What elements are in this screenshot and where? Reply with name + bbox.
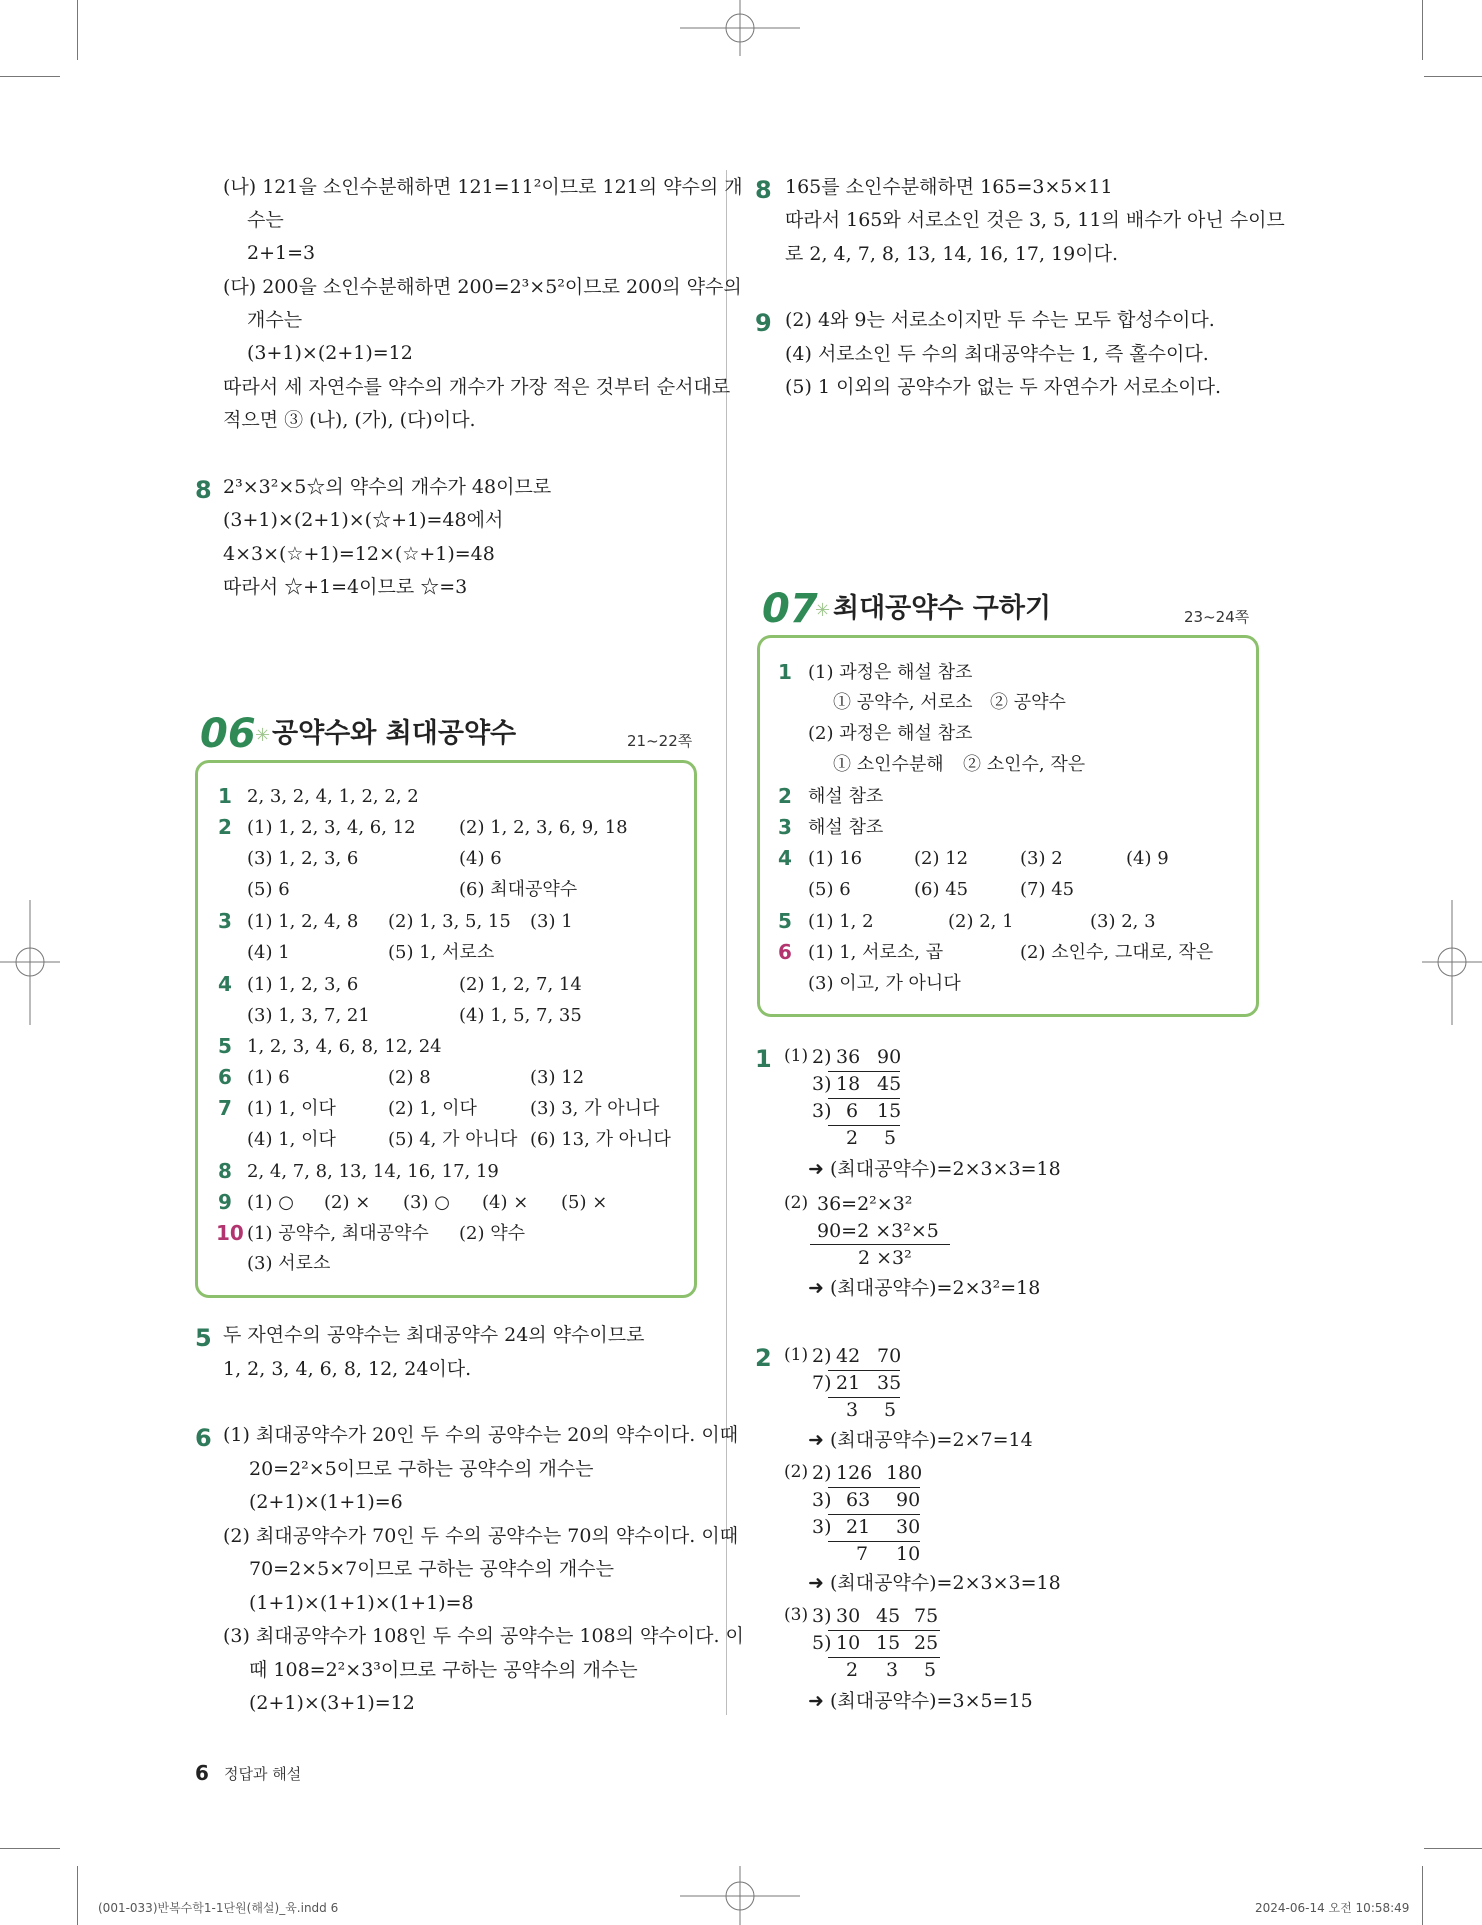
ladder-number: 42 bbox=[836, 1345, 861, 1367]
divisor: 3) bbox=[812, 1605, 832, 1627]
part-label: (3) bbox=[784, 1605, 809, 1625]
answer-cell: (2) 1, 3, 5, 15 bbox=[388, 911, 511, 932]
registration-mark-left bbox=[0, 900, 60, 1025]
result-line: ➜ (최대공약수)=2×7=14 bbox=[808, 1429, 1033, 1451]
crop-mark bbox=[1422, 0, 1423, 60]
result-line: ➜ (최대공약수)=2×3×3=18 bbox=[808, 1572, 1061, 1594]
answer-cell: (5) 4, 가 아니다 bbox=[388, 1129, 518, 1150]
answer-cell: (1) 과정은 해설 참조 bbox=[808, 662, 973, 683]
answer-cell: 해설 참조 bbox=[808, 786, 884, 807]
question-number: 1 bbox=[755, 1045, 772, 1073]
ladder-number: 10 bbox=[836, 1632, 861, 1654]
text-line: 따라서 165와 서로소인 것은 3, 5, 11의 배수가 아닌 수이므 bbox=[785, 209, 1285, 231]
answer-cell: (1) ○ bbox=[247, 1192, 294, 1213]
answer-cell: (2) 1, 2, 3, 6, 9, 18 bbox=[459, 817, 628, 838]
answer-cell: (3) 3, 가 아니다 bbox=[530, 1098, 660, 1119]
text-line: 로 2, 4, 7, 8, 13, 14, 16, 17, 19이다. bbox=[785, 243, 1119, 265]
ladder-number: 15 bbox=[876, 1632, 901, 1654]
answer-cell: (4) 9 bbox=[1126, 848, 1169, 869]
divisor: 2) bbox=[812, 1462, 832, 1484]
answer-number: 9 bbox=[218, 1190, 232, 1214]
answer-cell: ① 공약수, 서로소 bbox=[833, 692, 973, 713]
text-line: 따라서 세 자연수를 약수의 개수가 가장 적은 것부터 순서대로 bbox=[223, 376, 731, 398]
ladder-number: 7 bbox=[856, 1543, 869, 1565]
ladder-number: 45 bbox=[876, 1605, 901, 1627]
ladder-number: 5 bbox=[884, 1399, 897, 1421]
answer-cell: (3) 2, 3 bbox=[1090, 911, 1156, 932]
divisor: 5) bbox=[812, 1632, 832, 1654]
answer-number: 2 bbox=[218, 815, 232, 839]
answer-cell: (1) 1, 서로소, 곱 bbox=[808, 942, 944, 963]
crop-mark bbox=[1422, 1866, 1423, 1925]
ladder-number: 45 bbox=[877, 1073, 902, 1095]
star-icon: ✳ bbox=[255, 725, 271, 746]
text-line: 적으면 ③ (나), (가), (다)이다. bbox=[223, 409, 476, 431]
ladder-number: 2 bbox=[846, 1659, 859, 1681]
answer-cell: (1) 16 bbox=[808, 848, 863, 869]
crop-mark bbox=[1424, 1848, 1482, 1849]
answer-cell: (4) 1, 5, 7, 35 bbox=[459, 1005, 582, 1026]
question-number: 8 bbox=[195, 476, 212, 504]
answer-cell: (4) 1, 이다 bbox=[247, 1129, 336, 1150]
answer-number: 4 bbox=[218, 972, 232, 996]
ladder-number: 5 bbox=[884, 1127, 897, 1149]
crop-mark bbox=[77, 1866, 78, 1925]
answer-cell: (2) 8 bbox=[388, 1067, 431, 1088]
division-bar bbox=[828, 1098, 900, 1099]
factor-line: 2 ×3² bbox=[858, 1247, 912, 1269]
ladder-number: 21 bbox=[836, 1372, 861, 1394]
footer-label: 정답과 해설 bbox=[224, 1765, 302, 1783]
answer-cell: 2, 4, 7, 8, 13, 14, 16, 17, 19 bbox=[247, 1161, 499, 1182]
text-line: (5) 1 이외의 공약수가 없는 두 자연수가 서로소이다. bbox=[785, 376, 1222, 398]
text-line: (3+1)×(2+1)×(☆+1)=48에서 bbox=[223, 509, 504, 531]
answer-cell: (4) 1 bbox=[247, 942, 290, 963]
answer-cell: (3) 1, 2, 3, 6 bbox=[247, 848, 359, 869]
result-line: ➜ (최대공약수)=2×3²=18 bbox=[808, 1277, 1041, 1299]
ladder-number: 126 bbox=[836, 1462, 873, 1484]
answer-cell: (1) 1, 이다 bbox=[247, 1098, 336, 1119]
ladder-number: 10 bbox=[896, 1543, 921, 1565]
part-label: (1) bbox=[784, 1046, 809, 1066]
page-number: 6 bbox=[195, 1761, 209, 1785]
part-label: (2) bbox=[784, 1462, 809, 1482]
factor-line: 36=2²×3² bbox=[817, 1193, 913, 1215]
answer-number: 7 bbox=[218, 1096, 232, 1120]
divisor: 2) bbox=[812, 1345, 832, 1367]
answer-cell: (3) 이고, 가 아니다 bbox=[808, 973, 961, 994]
ladder-number: 15 bbox=[877, 1100, 902, 1122]
ladder-number: 6 bbox=[846, 1100, 859, 1122]
question-number: 8 bbox=[755, 176, 772, 204]
answer-number: 8 bbox=[218, 1159, 232, 1183]
ladder-number: 75 bbox=[914, 1605, 939, 1627]
ladder-number: 18 bbox=[836, 1073, 861, 1095]
answer-number: 4 bbox=[778, 846, 792, 870]
answer-cell: (2) 12 bbox=[914, 848, 969, 869]
answer-number: 1 bbox=[778, 660, 792, 684]
answer-cell: (2) 1, 2, 7, 14 bbox=[459, 974, 582, 995]
answer-number: 3 bbox=[778, 815, 792, 839]
answer-number: 5 bbox=[778, 909, 792, 933]
ladder-number: 36 bbox=[836, 1046, 861, 1068]
text-line: (2) 최대공약수가 70인 두 수의 공약수는 70의 약수이다. 이때 bbox=[223, 1525, 739, 1547]
ladder-number: 63 bbox=[846, 1489, 871, 1511]
answer-cell: (6) 최대공약수 bbox=[459, 879, 578, 900]
answer-cell: (2) 2, 1 bbox=[948, 911, 1014, 932]
division-bar bbox=[828, 1125, 900, 1126]
registration-mark-right bbox=[1422, 900, 1482, 1025]
text-line: (3+1)×(2+1)=12 bbox=[247, 342, 413, 364]
division-bar bbox=[828, 1397, 900, 1398]
text-line: (1+1)×(1+1)×(1+1)=8 bbox=[249, 1592, 474, 1614]
result-line: ➜ (최대공약수)=2×3×3=18 bbox=[808, 1158, 1061, 1180]
text-line: (1) 최대공약수가 20인 두 수의 공약수는 20의 약수이다. 이때 bbox=[223, 1424, 739, 1446]
answer-cell: (1) 6 bbox=[247, 1067, 290, 1088]
answer-number: 6 bbox=[218, 1065, 232, 1089]
answer-cell: (3) 서로소 bbox=[247, 1253, 331, 1274]
division-bar bbox=[828, 1541, 920, 1542]
section-number: 07 bbox=[762, 586, 818, 632]
answer-cell: (3) 2 bbox=[1020, 848, 1063, 869]
answer-cell: (2) 과정은 해설 참조 bbox=[808, 723, 973, 744]
answer-cell: (6) 13, 가 아니다 bbox=[530, 1129, 671, 1150]
division-bar bbox=[828, 1487, 920, 1488]
part-label: (2) bbox=[784, 1193, 809, 1213]
answer-cell: (2) × bbox=[324, 1192, 371, 1213]
answer-cell: ② 공약수 bbox=[990, 692, 1066, 713]
ladder-number: 25 bbox=[914, 1632, 939, 1654]
crop-mark bbox=[1424, 76, 1482, 77]
answer-cell: (4) × bbox=[482, 1192, 529, 1213]
text-line: (2+1)×(1+1)=6 bbox=[249, 1491, 403, 1513]
divisor: 3) bbox=[812, 1489, 832, 1511]
text-line: 2³×3²×5☆의 약수의 개수가 48이므로 bbox=[223, 476, 552, 498]
division-bar bbox=[828, 1370, 900, 1371]
ladder-number: 70 bbox=[877, 1345, 902, 1367]
ladder-number: 5 bbox=[924, 1659, 937, 1681]
question-number: 5 bbox=[195, 1324, 212, 1352]
text-line: 70=2×5×7이므로 구하는 공약수의 개수는 bbox=[249, 1558, 614, 1580]
answer-cell: (2) 소인수, 그대로, 작은 bbox=[1020, 942, 1214, 963]
answer-cell: (2) 약수 bbox=[459, 1223, 525, 1244]
answer-cell: (5) 1, 서로소 bbox=[388, 942, 495, 963]
answer-cell: ① 소인수분해 bbox=[833, 754, 944, 775]
crop-mark bbox=[77, 0, 78, 60]
text-line: 165를 소인수분해하면 165=3×5×11 bbox=[785, 176, 1113, 198]
ladder-number: 90 bbox=[896, 1489, 921, 1511]
section-06-answer-box bbox=[195, 760, 697, 1298]
registration-mark-bottom bbox=[680, 1866, 800, 1925]
section-number: 06 bbox=[200, 711, 256, 757]
ladder-number: 30 bbox=[836, 1605, 861, 1627]
section-title: 공약수와 최대공약수 bbox=[272, 718, 517, 749]
text-line: 2+1=3 bbox=[247, 242, 316, 264]
ladder-number: 21 bbox=[846, 1516, 871, 1538]
answer-number: 6 bbox=[778, 940, 792, 964]
answer-cell: (1) 1, 2 bbox=[808, 911, 874, 932]
text-line: 두 자연수의 공약수는 최대공약수 24의 약수이므로 bbox=[223, 1324, 645, 1346]
answer-cell: (7) 45 bbox=[1020, 879, 1075, 900]
text-line: 4×3×(☆+1)=12×(☆+1)=48 bbox=[223, 543, 495, 565]
answer-number: 3 bbox=[218, 909, 232, 933]
answer-cell: (2) 1, 이다 bbox=[388, 1098, 477, 1119]
ladder-number: 90 bbox=[877, 1046, 902, 1068]
text-line: (3) 최대공약수가 108인 두 수의 공약수는 108의 약수이다. 이 bbox=[223, 1625, 744, 1647]
text-line: 때 108=2²×3³이므로 구하는 공약수의 개수는 bbox=[249, 1659, 638, 1681]
divisor: 3) bbox=[812, 1516, 832, 1538]
result-line: ➜ (최대공약수)=3×5=15 bbox=[808, 1690, 1033, 1712]
answer-cell: 1, 2, 3, 4, 6, 8, 12, 24 bbox=[247, 1036, 442, 1057]
section-title: 최대공약수 구하기 bbox=[833, 593, 1052, 624]
answer-cell: (3) ○ bbox=[403, 1192, 450, 1213]
divisor: 3) bbox=[812, 1073, 832, 1095]
divisor: 3) bbox=[812, 1100, 832, 1122]
answer-cell: (1) 1, 2, 3, 6 bbox=[247, 974, 359, 995]
answer-cell: (1) 1, 2, 3, 4, 6, 12 bbox=[247, 817, 416, 838]
text-line: (2+1)×(3+1)=12 bbox=[249, 1692, 415, 1714]
divisor: 7) bbox=[812, 1372, 832, 1394]
answer-cell: (1) 공약수, 최대공약수 bbox=[247, 1223, 429, 1244]
text-line: (다) 200을 소인수분해하면 200=2³×5²이므로 200의 약수의 bbox=[223, 276, 742, 298]
text-line: 따라서 ☆+1=4이므로 ☆=3 bbox=[223, 576, 468, 598]
answer-number: 1 bbox=[218, 784, 232, 808]
answer-cell: 해설 참조 bbox=[808, 817, 884, 838]
text-line: 20=2²×5이므로 구하는 공약수의 개수는 bbox=[249, 1458, 594, 1480]
answer-cell: ② 소인수, 작은 bbox=[963, 754, 1086, 775]
division-bar bbox=[828, 1657, 940, 1658]
answer-number: 10 bbox=[216, 1221, 244, 1245]
division-bar bbox=[828, 1514, 920, 1515]
crop-mark bbox=[0, 76, 60, 77]
file-name: (001-033)반복수학1-1단원(해설)_육.indd 6 bbox=[98, 1901, 339, 1915]
answer-cell: (3) 12 bbox=[530, 1067, 585, 1088]
question-number: 2 bbox=[755, 1344, 772, 1372]
crop-mark bbox=[0, 1848, 60, 1849]
division-bar bbox=[828, 1630, 940, 1631]
answer-number: 2 bbox=[778, 784, 792, 808]
ladder-number: 30 bbox=[896, 1516, 921, 1538]
underline bbox=[810, 1244, 950, 1245]
registration-mark-top bbox=[680, 0, 800, 60]
question-number: 9 bbox=[755, 309, 772, 337]
text-line: 1, 2, 3, 4, 6, 8, 12, 24이다. bbox=[223, 1358, 472, 1380]
text-line: (2) 4와 9는 서로소이지만 두 수는 모두 합성수이다. bbox=[785, 309, 1215, 331]
star-icon: ✳ bbox=[815, 600, 831, 621]
ladder-number: 2 bbox=[846, 1127, 859, 1149]
answer-cell: (4) 6 bbox=[459, 848, 502, 869]
answer-cell: (5) × bbox=[561, 1192, 608, 1213]
text-line: 개수는 bbox=[247, 309, 303, 331]
text-line: (나) 121을 소인수분해하면 121=11²이므로 121의 약수의 개 bbox=[223, 176, 743, 198]
question-number: 6 bbox=[195, 1424, 212, 1452]
column-divider bbox=[726, 170, 727, 1715]
section-pages: 23~24쪽 bbox=[1184, 608, 1250, 626]
answer-number: 5 bbox=[218, 1034, 232, 1058]
divisor: 2) bbox=[812, 1046, 832, 1068]
answer-cell: (6) 45 bbox=[914, 879, 969, 900]
answer-cell: 2, 3, 2, 4, 1, 2, 2, 2 bbox=[247, 786, 419, 807]
answer-cell: (5) 6 bbox=[808, 879, 851, 900]
text-line: 수는 bbox=[247, 209, 284, 231]
answer-cell: (1) 1, 2, 4, 8 bbox=[247, 911, 359, 932]
factor-line: 90=2 ×3²×5 bbox=[817, 1220, 939, 1242]
answer-cell: (5) 6 bbox=[247, 879, 290, 900]
section-pages: 21~22쪽 bbox=[627, 732, 693, 750]
division-bar bbox=[828, 1071, 900, 1072]
answer-cell: (3) 1, 3, 7, 21 bbox=[247, 1005, 370, 1026]
part-label: (1) bbox=[784, 1345, 809, 1365]
ladder-number: 3 bbox=[846, 1399, 859, 1421]
answer-cell: (3) 1 bbox=[530, 911, 573, 932]
print-date: 2024-06-14 오전 10:58:49 bbox=[1255, 1901, 1410, 1915]
ladder-number: 180 bbox=[886, 1462, 923, 1484]
ladder-number: 3 bbox=[886, 1659, 899, 1681]
ladder-number: 35 bbox=[877, 1372, 902, 1394]
text-line: (4) 서로소인 두 수의 최대공약수는 1, 즉 홀수이다. bbox=[785, 343, 1209, 365]
